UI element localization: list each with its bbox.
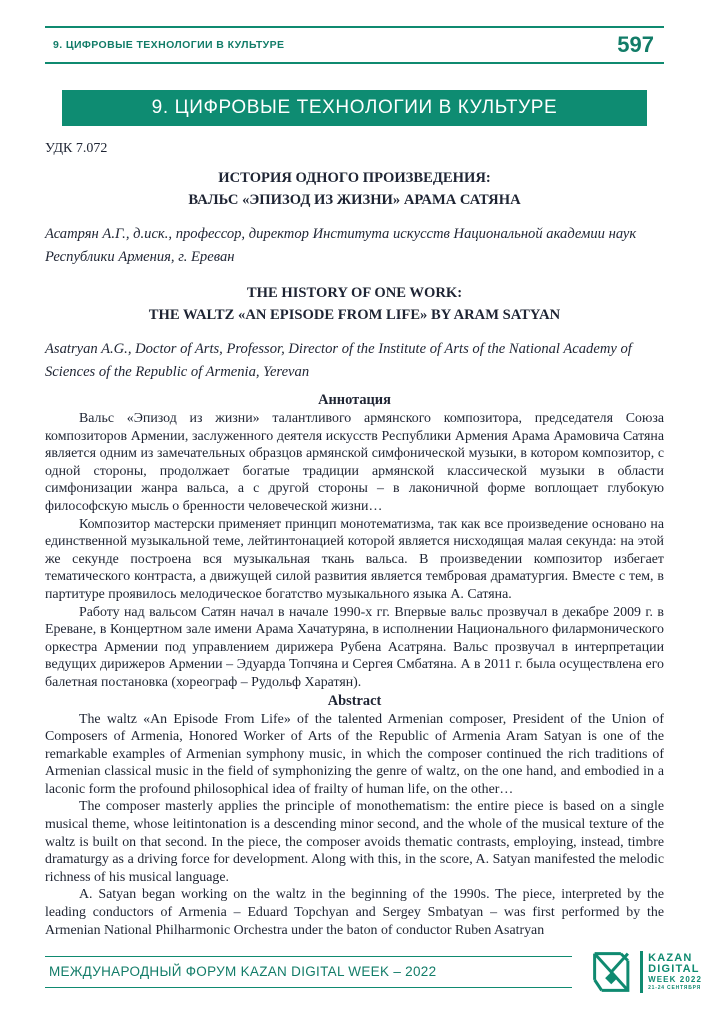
footer-rule-block xyxy=(45,956,572,988)
paragraph: The composer masterly applies the principle of monothematism: the entire piece is based on a single musical theme, whose leitintonation is a descending minor second, and the whole of the musical texture of the waltz is built on that second. In the piece, the composer avoids thematic contrasts, employing, instead, timbre dramaturgy as a driving force for development. Along with this, in the score, A. Satyan manifested the melodic richness of his musical language. xyxy=(45,799,664,885)
section-banner-title: 9. ЦИФРОВЫЕ ТЕХНОЛОГИИ В КУЛЬТУРЕ xyxy=(151,97,558,118)
logo-text-kazan: KAZAN xyxy=(648,952,693,964)
logo-text xyxy=(648,953,702,991)
logo-text-dates: 21-24 СЕНТЯБРЯ xyxy=(648,985,701,991)
paragraph: Композитор мастерски применяет принцип монотематизма, так как все произведение основано на единственной музыкальной теме, лейтинтонацией которой является нисходящая малая секунда: на этой же секунде построена вся музыкальная ткань вальса. В произведении композитор избегает тематического контраста, а движущей силой развития является тембровая драматургия. Вместе с тем, в партитуре проявилось мелодическое богатство музыкального языка А. Сатяна. xyxy=(45,516,664,602)
paragraph: Работу над вальсом Сатян начал в начале 1990-х гг. Впервые вальс прозвучал в декабре 2009 г. в Ереване, в Концертном зале имени Арама Хачатуряна, в исполнении Национального филармонического оркестра Армении под управлением дирижера Рубена Асатряна. Вальс прозвучал в интерпретации ведущих дирижеров Армении – Эдуарда Топчяна и Сергея Смбатяна. А в 2011 г. была осуществлена его балетная постановка (хореограф – Рудольф Харатян). xyxy=(45,604,664,690)
article-title-ru-line1: ИСТОРИЯ ОДНОГО ПРОИЗВЕДЕНИЯ: xyxy=(218,170,491,186)
kazan-digital-week-logo-mark-icon xyxy=(592,951,634,993)
article-title-en xyxy=(45,282,664,326)
running-header-section-title: 9. ЦИФРОВЫЕ ТЕХНОЛОГИИ В КУЛЬТУРЕ xyxy=(53,39,285,51)
annotation-heading: Аннотация xyxy=(318,392,391,408)
author-info-en: Asatryan A.G., Doctor of Arts, Professor, Director of the Institute of Arts of the National Academy of Sciences of the Republic of Armenia, Yerevan xyxy=(45,341,632,380)
logo-text-digital: DIGITAL xyxy=(648,963,700,975)
footer-forum-label: МЕЖДУНАРОДНЫЙ ФОРУМ KAZAN DIGITAL WEEK – 2022 xyxy=(49,964,437,979)
article-title-ru xyxy=(45,167,664,211)
kazan-digital-week-logo xyxy=(592,947,702,997)
annotation-paragraphs xyxy=(45,410,664,692)
abstract-paragraphs xyxy=(45,711,664,940)
running-header xyxy=(45,26,664,64)
udc-label: УДК 7.072 xyxy=(45,141,108,156)
logo-divider xyxy=(640,951,643,993)
logo-text-week: WEEK 2022 xyxy=(648,975,702,984)
article-title-en-line1: THE HISTORY OF ONE WORK: xyxy=(246,285,463,301)
article-title-ru-line2: ВАЛЬС «ЭПИЗОД ИЗ ЖИЗНИ» АРАМА САТЯНА xyxy=(188,192,521,208)
paragraph: A. Satyan began working on the waltz in the beginning of the 1990s. The piece, interpreted by the leading conductors of Armenia – Eduard Topchyan and Sergey Smbatyan – was first performed by the Armenian National Philharmonic Orchestra under the baton of conductor Ruben Asatryan xyxy=(45,887,664,938)
article-title-en-line2: THE WALTZ «AN EPISODE FROM LIFE» BY ARAM SATYAN xyxy=(148,307,561,323)
abstract-heading: Abstract xyxy=(327,692,382,709)
paragraph: Вальс «Эпизод из жизни» талантливого армянского композитора, председателя Союза композиторов Армении, заслуженного деятеля искусств Республики Армения Арама Арамовича Сатяна является одним из замечательных образцов армянской симфонической музыки, в котором композитор, с одной стороны, продолжает богатые традиции армянской классической музыки в области симфонизации жанра вальса, а с другой стороны – в лаконичной форме воплощает глубокую философскую мысль о бренности человеческой жизни… xyxy=(45,411,664,514)
footer xyxy=(45,947,702,997)
author-info-ru: Асатрян А.Г., д.иск., профессор, директор Института искусств Национальной академии наук Республики Армения, г. Ереван xyxy=(45,226,637,265)
page-number: 597 xyxy=(617,32,654,57)
paragraph: The waltz «An Episode From Life» of the talented Armenian composer, President of the Union of Composers of Armenia, Honored Worker of Arts of the Republic of Armenia Aram Satyan is one of the remarkable examples of Armenian symphony music, in which the composer continued the rich traditions of Armenian classical music in the field of symphonizing the genre of waltz, on the one hand, and embodied in a laconic form the profound philosophical idea of frailty of human life, on the other… xyxy=(45,711,664,797)
section-banner xyxy=(62,90,647,126)
